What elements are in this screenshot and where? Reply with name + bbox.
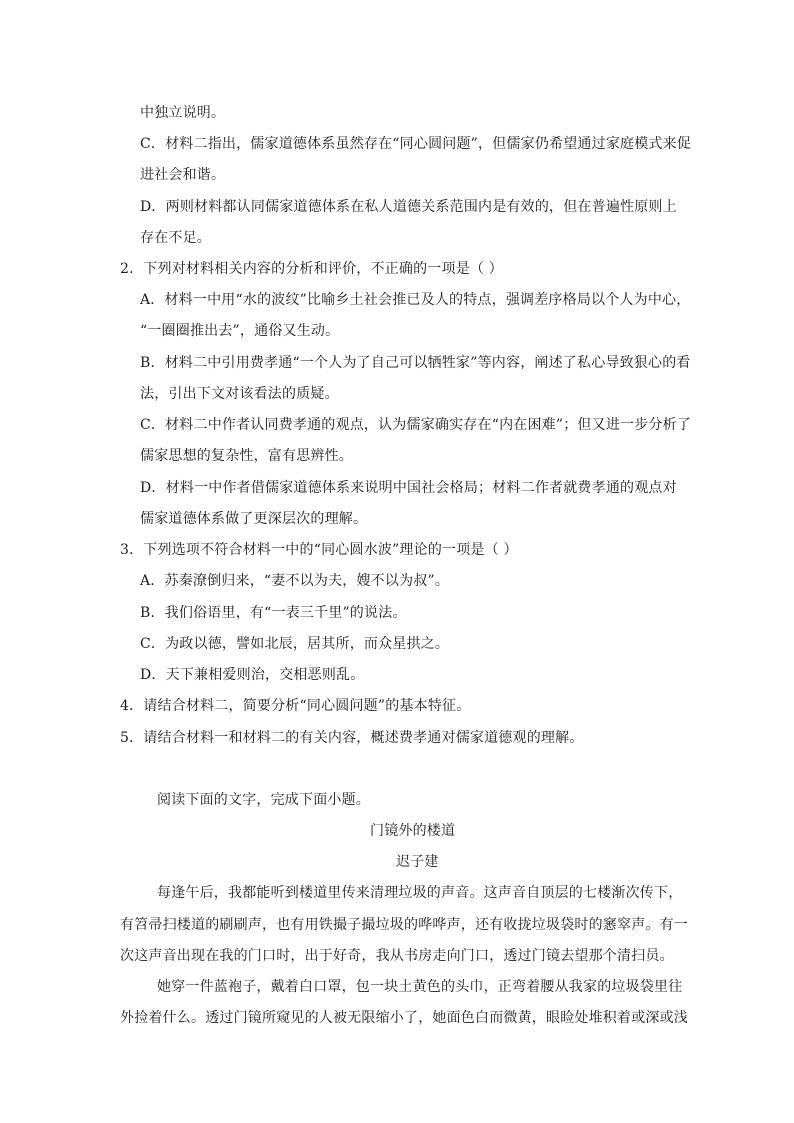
q2-option-a-line1: A．材料一中用“水的波纹”比喻乡土社会推已及人的特点，强调差序格局以个人为中心， xyxy=(140,292,691,308)
prev-option-d-line2: 存在不足。 xyxy=(140,230,211,246)
q2-option-a-line2: “一圈圈推出去”，通俗又生动。 xyxy=(140,323,340,339)
prev-option-d-line1: D．两则材料都认同儒家道德体系在私人道德关系范围内是有效的，但在普遍性原则上 xyxy=(140,199,677,215)
prev-option-c-line1: C．材料二指出，儒家道德体系虽然存在“同心圆问题”，但儒家仍希望通过家庭模式来促 xyxy=(140,136,692,152)
q2-option-b-line1: B．材料二中引用费孝通“一个人为了自己可以牺牲家”等内容，阐述了私心导致狠心的看 xyxy=(140,355,691,371)
paragraph-2-line1: 她穿一件蓝袍子，戴着白口罩，包一块土黄色的头巾，正弯着腰从我家的垃圾袋里往 xyxy=(157,979,683,995)
question-2-stem: 2．下列对材料相关内容的分析和评价，不正确的一项是（ ） xyxy=(120,261,503,277)
question-3-stem: 3．下列选项不符合材料一中的“同心圆水波”理论的一项是（ ） xyxy=(120,542,518,558)
question-4: 4．请结合材料二，简要分析“同心圆问题”的基本特征。 xyxy=(120,698,471,714)
q2-option-b-line2: 法，引出下文对该看法的质疑。 xyxy=(140,386,339,402)
paragraph-1-line2: 有笤帚扫楼道的刷刷声，也有用铁撮子撮垃圾的哗哗声，还有收拢垃圾袋时的窸窣声。有一 xyxy=(120,917,688,933)
reading-instruction: 阅读下面的文字，完成下面小题。 xyxy=(157,792,370,808)
q3-option-c: C．为政以德，譬如北辰，居其所，而众星拱之。 xyxy=(140,636,450,652)
q3-option-a: A．苏秦潦倒归来，“妻不以为夫，嫂不以为叔”。 xyxy=(140,573,450,589)
q3-option-d: D．天下兼相爱则治，交相恶则乱。 xyxy=(140,667,365,683)
prev-option-b-end: 中独立说明。 xyxy=(140,105,226,121)
passage-title: 门镜外的楼道 xyxy=(370,823,456,839)
prev-option-c-line2: 进社会和谐。 xyxy=(140,167,226,183)
q3-option-b: B．我们俗语里，有“一表三千里”的说法。 xyxy=(140,605,407,621)
q2-option-c-line2: 儒家思想的复杂性，富有思辨性。 xyxy=(140,448,353,464)
paragraph-1-line3: 次这声音出现在我的门口时，出于好奇，我从书房走向门口，透过门镜去望那个清扫员。 xyxy=(120,948,674,964)
paragraph-2-line2: 外捡着什么。透过门镜所窥见的人被无限缩小了，她面色白而微黄，眼睑处堆积着或深或浅 xyxy=(120,1010,688,1026)
question-5: 5．请结合材料一和材料二的有关内容，概述费孝通对儒家道德观的理解。 xyxy=(120,730,584,746)
q2-option-c-line1: C．材料二中作者认同费孝通的观点，认为儒家确实存在“内在困难”；但又进一步分析了 xyxy=(140,417,692,433)
paragraph-1-line1: 每逢午后，我都能听到楼道里传来清理垃圾的声音。这声音自顶层的七楼渐次传下， xyxy=(157,885,683,901)
q2-option-d-line2: 儒家道德体系做了更深层次的理解。 xyxy=(140,511,368,527)
passage-author: 迟子建 xyxy=(396,854,439,870)
q2-option-d-line1: D．材料一中作者借儒家道德体系来说明中国社会格局；材料二作者就费孝通的观点对 xyxy=(140,480,677,496)
